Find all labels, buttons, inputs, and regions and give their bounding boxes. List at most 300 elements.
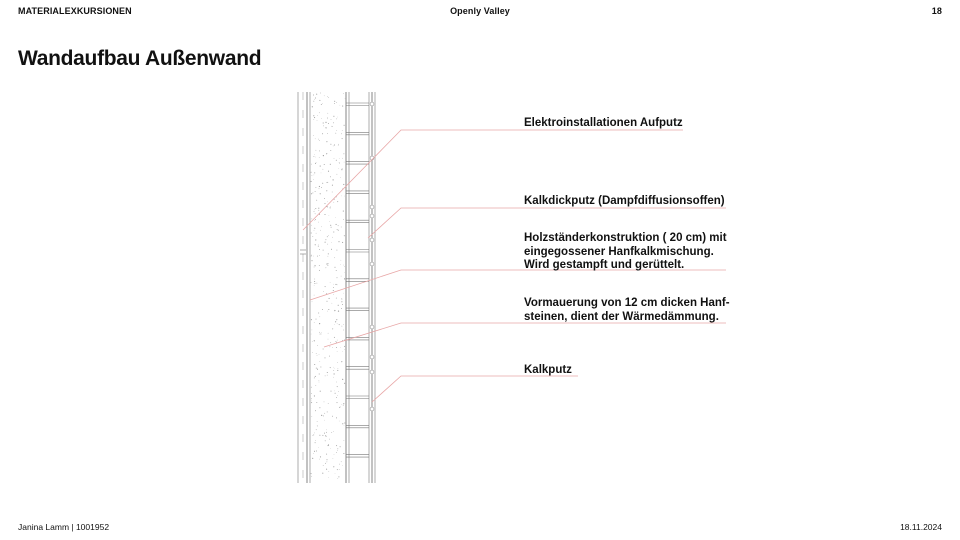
infill-speckle xyxy=(314,172,315,173)
infill-speckle xyxy=(314,433,315,434)
infill-speckle xyxy=(337,174,338,175)
wall-tie-marker xyxy=(370,205,374,209)
infill-speckle xyxy=(344,235,345,236)
infill-speckle xyxy=(319,186,320,187)
infill-speckle xyxy=(333,179,334,180)
infill-speckle xyxy=(343,324,344,325)
infill-speckle xyxy=(322,473,323,474)
infill-speckle xyxy=(337,277,338,278)
infill-speckle xyxy=(311,402,312,403)
footer-date: 18.11.2024 xyxy=(900,522,942,532)
infill-speckle xyxy=(328,171,329,172)
infill-speckle xyxy=(326,432,327,433)
infill-speckle xyxy=(339,464,340,465)
infill-speckle xyxy=(340,407,341,408)
infill-speckle xyxy=(328,235,329,236)
infill-speckle xyxy=(313,119,314,120)
infill-speckle xyxy=(322,103,323,104)
infill-speckle xyxy=(344,266,345,267)
infill-speckle xyxy=(332,303,333,304)
infill-speckle xyxy=(336,102,337,103)
infill-speckle xyxy=(319,459,320,460)
infill-speckle xyxy=(312,175,313,176)
infill-speckle xyxy=(342,326,343,327)
infill-speckle xyxy=(313,135,314,136)
infill-speckle xyxy=(318,139,319,140)
footer-author: Janina Lamm | 1001952 xyxy=(18,522,110,532)
infill-speckle xyxy=(343,219,344,220)
infill-speckle xyxy=(327,113,328,114)
infill-speckle xyxy=(311,387,312,388)
infill-speckle xyxy=(319,380,320,381)
infill-speckle xyxy=(311,398,312,399)
leader-line-5 xyxy=(372,376,578,402)
infill-speckle xyxy=(333,202,334,203)
infill-speckle xyxy=(334,257,335,258)
infill-speckle xyxy=(332,328,333,329)
infill-speckle xyxy=(326,267,327,268)
infill-speckle xyxy=(328,97,329,98)
infill-speckle xyxy=(319,100,320,101)
infill-speckle xyxy=(342,168,343,169)
infill-speckle xyxy=(313,256,314,257)
infill-speckle xyxy=(344,349,345,350)
infill-speckle xyxy=(312,352,313,353)
infill-speckle xyxy=(324,420,325,421)
infill-speckle xyxy=(314,295,315,296)
infill-speckle xyxy=(319,255,320,256)
infill-speckle xyxy=(330,207,331,208)
infill-speckle xyxy=(321,173,322,174)
infill-speckle xyxy=(317,120,318,121)
infill-speckle xyxy=(327,202,328,203)
infill-speckle xyxy=(327,133,328,134)
infill-speckle xyxy=(318,313,319,314)
infill-speckle xyxy=(325,435,326,436)
infill-speckle xyxy=(317,425,318,426)
infill-speckle xyxy=(326,469,327,470)
infill-speckle xyxy=(331,242,332,243)
infill-speckle xyxy=(336,130,337,131)
infill-speckle xyxy=(313,95,314,96)
infill-speckle xyxy=(312,301,313,302)
infill-speckle xyxy=(331,227,332,228)
infill-speckle xyxy=(323,349,324,350)
infill-speckle xyxy=(330,282,331,283)
infill-speckle xyxy=(333,231,334,232)
infill-speckle xyxy=(333,116,334,117)
infill-speckle xyxy=(333,377,334,378)
infill-speckle xyxy=(312,106,313,107)
infill-speckle xyxy=(336,347,337,348)
infill-speckle xyxy=(313,101,314,102)
infill-speckle xyxy=(314,154,315,155)
infill-speckle xyxy=(336,119,337,120)
infill-speckle xyxy=(327,462,328,463)
infill-speckle xyxy=(327,119,328,120)
infill-speckle xyxy=(328,471,329,472)
infill-speckle xyxy=(344,125,345,126)
infill-speckle xyxy=(344,162,345,163)
infill-speckle xyxy=(326,153,327,154)
infill-speckle xyxy=(339,469,340,470)
infill-speckle xyxy=(320,166,321,167)
infill-speckle xyxy=(337,324,338,325)
infill-speckle xyxy=(316,200,317,201)
infill-speckle xyxy=(314,283,315,284)
infill-speckle xyxy=(336,298,337,299)
infill-speckle xyxy=(317,115,318,116)
infill-speckle xyxy=(323,169,324,170)
infill-speckle xyxy=(311,476,312,477)
infill-speckle xyxy=(336,445,337,446)
infill-speckle xyxy=(320,230,321,231)
infill-speckle xyxy=(333,287,334,288)
infill-speckle xyxy=(342,299,343,300)
infill-speckle xyxy=(317,355,318,356)
infill-speckle xyxy=(337,229,338,230)
infill-speckle xyxy=(342,379,343,380)
infill-speckle xyxy=(311,255,312,256)
infill-speckle xyxy=(322,435,323,436)
infill-speckle xyxy=(337,448,338,449)
infill-speckle xyxy=(340,347,341,348)
infill-speckle xyxy=(343,403,344,404)
infill-speckle xyxy=(343,184,344,185)
infill-speckle xyxy=(343,153,344,154)
infill-speckle xyxy=(339,324,340,325)
infill-speckle xyxy=(315,210,316,211)
infill-speckle xyxy=(326,264,327,265)
infill-speckle xyxy=(319,354,320,355)
infill-speckle xyxy=(343,330,344,331)
infill-speckle xyxy=(328,253,329,254)
infill-speckle xyxy=(327,311,328,312)
infill-speckle xyxy=(332,237,333,238)
infill-speckle xyxy=(332,185,333,186)
infill-speckle xyxy=(314,228,315,229)
infill-speckle xyxy=(314,279,315,280)
infill-speckle xyxy=(315,208,316,209)
infill-speckle xyxy=(311,181,312,182)
infill-speckle xyxy=(319,188,320,189)
infill-speckle xyxy=(340,177,341,178)
infill-speckle xyxy=(337,117,338,118)
leader-line-4 xyxy=(324,323,726,347)
infill-speckle xyxy=(329,356,330,357)
infill-speckle xyxy=(318,244,319,245)
infill-speckle xyxy=(341,133,342,134)
infill-speckle xyxy=(316,233,317,234)
infill-speckle xyxy=(328,256,329,257)
infill-speckle xyxy=(336,224,337,225)
infill-speckle xyxy=(312,330,313,331)
infill-speckle xyxy=(342,423,343,424)
callout-lime-plaster-thick: Kalkdickputz (Dampfdiffusionsoffen) xyxy=(524,195,725,207)
infill-speckle xyxy=(337,284,338,285)
infill-speckle xyxy=(342,352,343,353)
infill-speckle xyxy=(335,217,336,218)
infill-speckle xyxy=(315,220,316,221)
infill-speckle xyxy=(315,97,316,98)
infill-speckle xyxy=(313,156,314,157)
infill-speckle xyxy=(339,168,340,169)
infill-speckle xyxy=(327,244,328,245)
infill-speckle xyxy=(334,101,335,102)
infill-speckle xyxy=(342,138,343,139)
infill-speckle xyxy=(332,192,333,193)
infill-speckle xyxy=(319,334,320,335)
infill-speckle xyxy=(324,203,325,204)
infill-speckle xyxy=(333,466,334,467)
infill-speckle xyxy=(338,144,339,145)
infill-speckle xyxy=(327,411,328,412)
infill-speckle xyxy=(315,442,316,443)
infill-speckle xyxy=(339,163,340,164)
callout-electrical: Elektroinstallationen Aufputz xyxy=(524,117,683,129)
infill-speckle xyxy=(331,432,332,433)
infill-speckle xyxy=(334,158,335,159)
infill-speckle xyxy=(315,187,316,188)
infill-speckle xyxy=(331,391,332,392)
infill-speckle xyxy=(327,182,328,183)
infill-speckle xyxy=(319,382,320,383)
infill-speckle xyxy=(335,393,336,394)
infill-speckle xyxy=(320,367,321,368)
infill-speckle xyxy=(338,311,339,312)
infill-speckle xyxy=(317,369,318,370)
infill-speckle xyxy=(325,239,326,240)
infill-speckle xyxy=(318,222,319,223)
infill-speckle xyxy=(312,341,313,342)
infill-speckle xyxy=(327,375,328,376)
infill-speckle xyxy=(337,469,338,470)
infill-speckle xyxy=(315,157,316,158)
infill-speckle xyxy=(314,99,315,100)
infill-speckle xyxy=(344,272,345,273)
infill-speckle xyxy=(326,430,327,431)
infill-speckle xyxy=(323,291,324,292)
infill-speckle xyxy=(339,158,340,159)
infill-speckle xyxy=(336,250,337,251)
infill-speckle xyxy=(344,346,345,347)
infill-speckle xyxy=(339,162,340,163)
infill-speckle xyxy=(341,196,342,197)
infill-speckle xyxy=(330,206,331,207)
infill-speckle xyxy=(340,105,341,106)
infill-speckle xyxy=(328,309,329,310)
infill-speckle xyxy=(336,160,337,161)
infill-speckle xyxy=(328,123,329,124)
infill-speckle xyxy=(342,106,343,107)
infill-speckle xyxy=(326,190,327,191)
infill-speckle xyxy=(344,440,345,441)
infill-speckle xyxy=(327,96,328,97)
infill-speckle xyxy=(318,210,319,211)
infill-speckle xyxy=(337,402,338,403)
infill-speckle xyxy=(330,346,331,347)
infill-speckle xyxy=(313,115,314,116)
infill-speckle xyxy=(324,433,325,434)
infill-speckle xyxy=(328,333,329,334)
infill-speckle xyxy=(337,362,338,363)
infill-speckle xyxy=(323,465,324,466)
infill-speckle xyxy=(321,187,322,188)
infill-speckle xyxy=(311,334,312,335)
infill-speckle xyxy=(320,193,321,194)
infill-speckle xyxy=(332,347,333,348)
infill-speckle xyxy=(344,383,345,384)
infill-speckle xyxy=(335,341,336,342)
infill-speckle xyxy=(320,93,321,94)
infill-speckle xyxy=(319,270,320,271)
callout-lime-plaster: Kalkputz xyxy=(524,364,572,376)
infill-speckle xyxy=(315,440,316,441)
infill-speckle xyxy=(334,368,335,369)
infill-speckle xyxy=(311,256,312,257)
callout-timber-frame: Holzständerkonstruktion ( 20 cm) mit eingegossener Hanfkalkmischung. Wird gestampft und gerüttelt. xyxy=(524,232,727,271)
infill-speckle xyxy=(338,478,339,479)
infill-speckle xyxy=(311,219,312,220)
infill-speckle xyxy=(314,322,315,323)
infill-speckle xyxy=(324,198,325,199)
infill-speckle xyxy=(320,334,321,335)
wall-tie-marker xyxy=(370,262,374,266)
infill-speckle xyxy=(329,298,330,299)
callout-hemp-masonry: Vormauerung von 12 cm dicken Hanf-steinen, dient der Wärmedämmung. xyxy=(524,297,730,323)
infill-speckle xyxy=(338,391,339,392)
infill-speckle xyxy=(336,319,337,320)
leader-line-1 xyxy=(303,130,683,230)
infill-speckle xyxy=(330,144,331,145)
infill-speckle xyxy=(311,172,312,173)
infill-speckle xyxy=(324,413,325,414)
infill-speckle xyxy=(335,133,336,134)
infill-speckle xyxy=(338,225,339,226)
infill-speckle xyxy=(319,157,320,158)
infill-speckle xyxy=(326,182,327,183)
infill-speckle xyxy=(333,122,334,123)
infill-speckle xyxy=(315,265,316,266)
infill-speckle xyxy=(317,283,318,284)
infill-speckle xyxy=(333,294,334,295)
infill-speckle xyxy=(325,376,326,377)
infill-speckle xyxy=(343,453,344,454)
infill-speckle xyxy=(315,410,316,411)
infill-speckle xyxy=(325,127,326,128)
infill-speckle xyxy=(314,285,315,286)
infill-speckle xyxy=(335,321,336,322)
infill-speckle xyxy=(328,403,329,404)
infill-speckle xyxy=(315,163,316,164)
infill-speckle xyxy=(311,319,312,320)
infill-speckle xyxy=(330,367,331,368)
infill-speckle xyxy=(316,94,317,95)
infill-speckle xyxy=(333,146,334,147)
infill-speckle xyxy=(336,452,337,453)
infill-speckle xyxy=(342,158,343,159)
infill-speckle xyxy=(336,397,337,398)
infill-speckle xyxy=(319,265,320,266)
infill-speckle xyxy=(333,284,334,285)
infill-speckle xyxy=(340,446,341,447)
infill-speckle xyxy=(342,404,343,405)
infill-speckle xyxy=(311,193,312,194)
infill-speckle xyxy=(330,342,331,343)
infill-speckle xyxy=(334,310,335,311)
infill-speckle xyxy=(321,226,322,227)
infill-speckle xyxy=(336,417,337,418)
infill-speckle xyxy=(311,164,312,165)
infill-speckle xyxy=(313,435,314,436)
infill-speckle xyxy=(327,264,328,265)
infill-speckle xyxy=(343,93,344,94)
wall-tie-marker xyxy=(370,214,374,218)
infill-speckle xyxy=(338,230,339,231)
infill-speckle xyxy=(312,458,313,459)
infill-speckle xyxy=(314,230,315,231)
infill-speckle xyxy=(334,373,335,374)
infill-speckle xyxy=(316,429,317,430)
infill-speckle xyxy=(315,385,316,386)
wall-tie-marker xyxy=(370,355,374,359)
infill-speckle xyxy=(314,175,315,176)
infill-speckle xyxy=(325,463,326,464)
infill-speckle xyxy=(314,364,315,365)
infill-speckle xyxy=(319,332,320,333)
infill-speckle xyxy=(316,368,317,369)
infill-speckle xyxy=(315,191,316,192)
page-number: 18 xyxy=(931,6,942,16)
infill-speckle xyxy=(325,357,326,358)
infill-speckle xyxy=(325,242,326,243)
infill-speckle xyxy=(314,211,315,212)
infill-speckle xyxy=(341,361,342,362)
infill-speckle xyxy=(341,308,342,309)
infill-speckle xyxy=(319,140,320,141)
infill-speckle xyxy=(342,242,343,243)
infill-speckle xyxy=(316,162,317,163)
infill-speckle xyxy=(338,305,339,306)
infill-speckle xyxy=(345,98,346,99)
infill-speckle xyxy=(341,227,342,228)
infill-speckle xyxy=(337,450,338,451)
infill-speckle xyxy=(342,304,343,305)
infill-speckle xyxy=(332,126,333,127)
infill-speckle xyxy=(336,342,337,343)
infill-speckle xyxy=(314,117,315,118)
infill-speckle xyxy=(328,477,329,478)
infill-speckle xyxy=(326,454,327,455)
infill-speckle xyxy=(343,405,344,406)
infill-speckle xyxy=(311,416,312,417)
infill-speckle xyxy=(314,395,315,396)
infill-speckle xyxy=(327,118,328,119)
infill-speckle xyxy=(337,201,338,202)
infill-speckle xyxy=(311,473,312,474)
infill-speckle xyxy=(320,456,321,457)
infill-speckle xyxy=(315,239,316,240)
infill-speckle xyxy=(327,301,328,302)
infill-speckle xyxy=(314,377,315,378)
wall-tie-marker xyxy=(370,325,374,329)
infill-speckle xyxy=(325,440,326,441)
infill-speckle xyxy=(330,150,331,151)
infill-speckle xyxy=(316,451,317,452)
infill-speckle xyxy=(341,169,342,170)
infill-speckle xyxy=(334,337,335,338)
infill-speckle xyxy=(311,260,312,261)
